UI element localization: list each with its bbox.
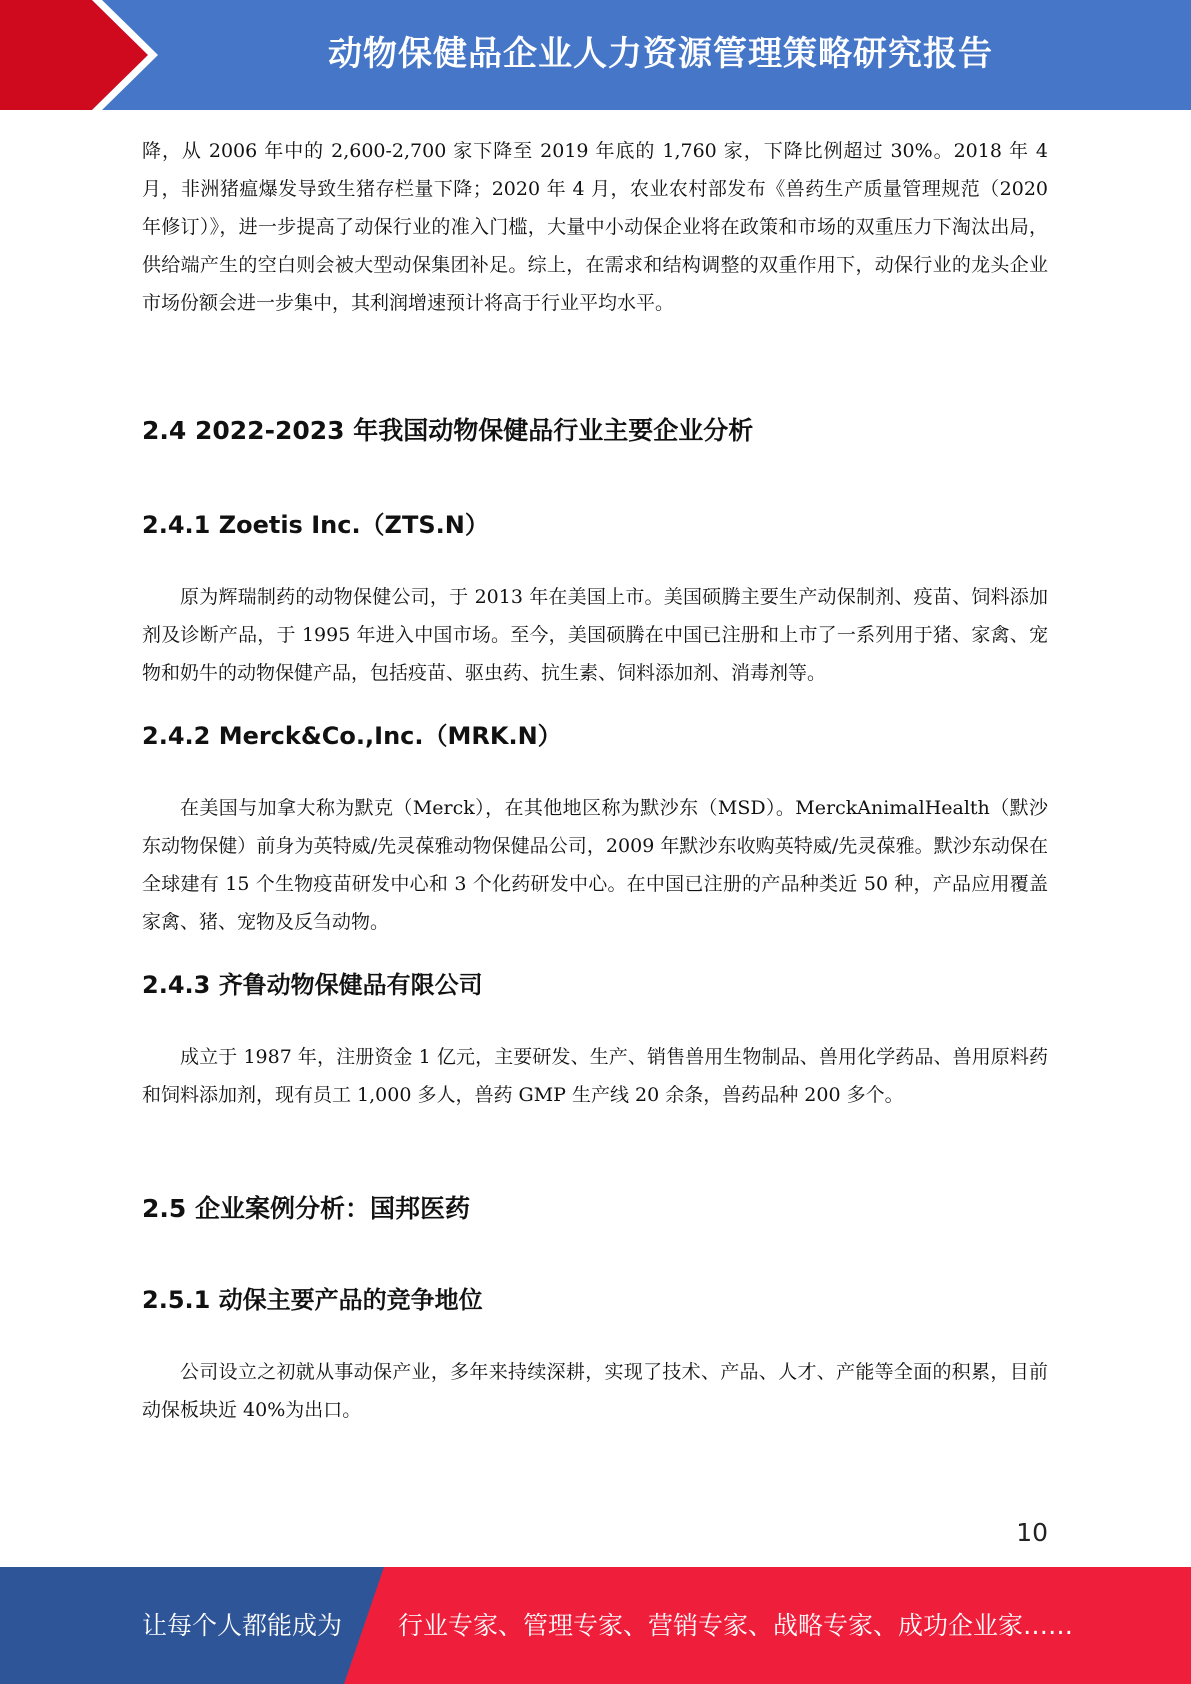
section-2-4-1-heading: 2.4.1 Zoetis Inc.（ZTS.N）	[142, 511, 489, 539]
section-2-5-1-heading: 2.5.1 动保主要产品的竞争地位	[142, 1286, 483, 1314]
page-header	[0, 0, 1191, 110]
footer-slogan-left: 让每个人都能成为	[142, 1611, 343, 1640]
section-2-5-1-paragraph: 公司设立之初就从事动保产业，多年来持续深耕，实现了技术、产品、人才、产能等全面的积累，目前动保板块近 40%为出口。	[142, 1361, 1048, 1421]
section-2-4-1-paragraph: 原为辉瑞制药的动物保健公司，于 2013 年在美国上市。美国硕腾主要生产动保制剂、疫苗、饲料添加剂及诊断产品，于 1995 年进入中国市场。至今，美国硕腾在中国已注册和上市了一系列用于猪、家禽、宠物和奶牛的动物保健产品，包括疫苗、驱虫药、抗生素、饲料添加剂、消毒剂等。	[142, 586, 1048, 684]
main-content	[142, 132, 1048, 1429]
section-2-4-heading: 2.4 2022-2023 年我国动物保健品行业主要企业分析	[142, 416, 754, 445]
page-number: 10	[1016, 1518, 1048, 1547]
header-title: 动物保健品企业人力资源管理策略研究报告	[328, 34, 993, 74]
section-2-4-3-paragraph: 成立于 1987 年，注册资金 1 亿元，主要研发、生产、销售兽用生物制品、兽用化学药品、兽用原料药和饲料添加剂，现有员工 1,000 多人，兽药 GMP 生产线 20 余条，兽药品种 200 多个。	[142, 1046, 1048, 1106]
section-2-4-2-heading: 2.4.2 Merck&Co.,Inc.（MRK.N）	[142, 722, 562, 750]
section-2-4-3-heading: 2.4.3 齐鲁动物保健品有限公司	[142, 971, 483, 999]
section-2-5-heading: 2.5 企业案例分析：国邦医药	[142, 1194, 470, 1223]
page-footer	[0, 1567, 1191, 1684]
footer-slogan-right: 行业专家、管理专家、营销专家、战略专家、成功企业家……	[398, 1611, 1074, 1640]
intro-paragraph: 降，从 2006 年中的 2,600-2,700 家下降至 2019 年底的 1,760 家，下降比例超过 30%。2018 年 4 月，非洲猪瘟爆发导致生猪存栏量下降；2020 年 4 月，农业农村部发布《兽药生产质量管理规范（2020 年修订）》，进一步提高了动保行业的准入门槛，大量中小动保企业将在政策和市场的双重压力下淘汰出局，供给端产生的空白则会被大型动保集团补足。综上，在需求和结构调整的双重作用下，动保行业的龙头企业市场份额会进一步集中，其利润增速预计将高于行业平均水平。	[142, 140, 1048, 314]
section-2-4-2-paragraph: 在美国与加拿大称为默克（Merck），在其他地区称为默沙东（MSD）。MerckAnimalHealth（默沙东动物保健）前身为英特威/先灵葆雅动物保健品公司，2009 年默沙东收购英特威/先灵葆雅。默沙东动保在全球建有 15 个生物疫苗研发中心和 3 个化药研发中心。在中国已注册的产品种类近 50 种，产品应用覆盖家禽、猪、宠物及反刍动物。	[142, 797, 1048, 933]
